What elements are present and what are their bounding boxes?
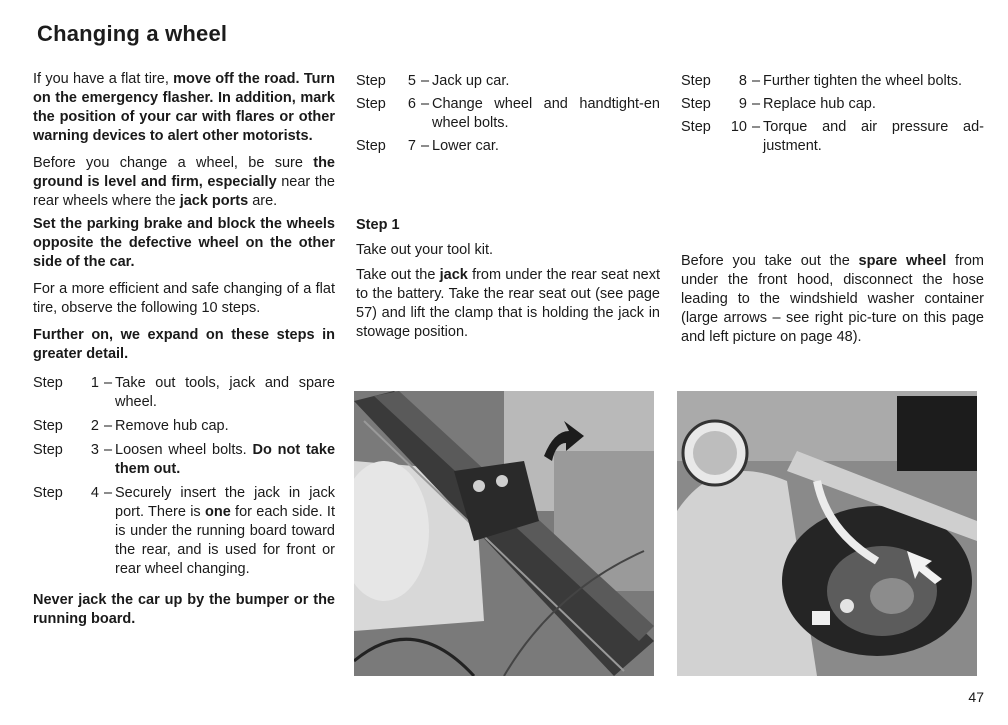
step-number: 3 [90,442,99,458]
step-text: Change wheel and handtight-en wheel bolts. [432,96,660,131]
intro-text: If you have a flat tire, [33,71,174,87]
spare-wheel-illustration [677,391,977,676]
ground-text-a: Before you change a wheel, be sure [33,155,314,171]
step-label: Step [356,96,386,112]
step-text: Further tighten the wheel bolts. [763,73,963,89]
step-text: Torque and air pressure ad-justment. [763,119,984,154]
intro-bold: move off the road. Turn on the emergency flasher. In addition, mark the position of your car with flares or other warning devices to alert other motorists. [33,71,335,144]
step-label: Step [33,418,63,434]
expand-paragraph [33,326,335,364]
step-label: Step [681,119,711,135]
step-2 [33,417,335,436]
step-dash: – [751,119,761,135]
step-text-bold: one [204,504,231,520]
step-dash: – [420,73,430,89]
ground-paragraph [33,154,335,211]
step-dash: – [103,375,113,391]
spare-wheel-photo [677,391,977,676]
jack-text-a: Take out the [356,267,440,283]
step-text-plain: Securely insert the jack in jack port. There is [115,485,335,520]
step-number: 4 [90,485,99,501]
step-text: Jack up car. [432,73,510,89]
intro-paragraph [33,70,335,146]
right-column [681,72,984,355]
step-number: 1 [90,375,99,391]
step-number: 6 [407,96,416,112]
page-title: Changing a wheel [37,21,228,46]
ground-text-e: are. [248,193,278,209]
step-text-bold: Do not take them out. [115,442,336,477]
step-7 [356,137,660,156]
warning-bold: Never jack the car up by the bumper or the running board. [33,592,335,627]
step-6 [356,95,660,133]
parking-brake-paragraph [33,215,335,272]
step-label: Step [33,375,63,391]
step-dash: – [103,485,113,501]
step-10 [681,118,984,156]
expand-bold: Further on, we expand on these steps in greater detail. [33,327,335,362]
step-dash: – [103,418,113,434]
efficiency-text: For a more efficient and safe changing of a flat tire, observe the following 10 steps. [33,281,335,316]
parking-brake-bold: Set the parking brake and block the wheels opposite the defective wheel on the other side of the car. [33,216,335,270]
step-8 [681,72,984,91]
step-text: Take out tools, jack and spare wheel. [115,375,335,410]
step-dash: – [751,96,761,112]
step-number: 8 [738,73,747,89]
step-dash: – [420,96,430,112]
step-9 [681,95,984,114]
jack-bold: jack [439,267,468,283]
step-label: Step [33,485,63,501]
spare-wheel-bold: spare wheel [858,253,947,269]
step-label: Step [681,96,711,112]
step-dash: – [751,73,761,89]
step-number: 5 [407,73,416,89]
step-label: Step [33,442,63,458]
step-label: Step [681,73,711,89]
spare-wheel-text-a: Before you take out the [681,253,859,269]
step-number: 9 [738,96,747,112]
jack-stowage-photo [354,391,654,676]
step-number: 10 [730,119,747,135]
spare-wheel-text-c: from under the front hood, disconnect the hose leading to the windshield washer container (large arrows – see right pic-ture on this page and left picture on page 48). [681,253,985,345]
step-1-heading: Step 1 [356,217,400,233]
step-number: 7 [407,138,416,154]
step-number: 2 [90,418,99,434]
step-dash: – [420,138,430,154]
step-text: Lower car. [432,138,499,154]
step-1 [33,374,335,412]
jack-ports-bold: jack ports [179,193,249,209]
step-text-plain: Loosen wheel bolts. [115,442,253,458]
step-dash: – [103,442,113,458]
middle-column [356,72,660,350]
jack-paragraph [356,266,660,342]
step-text [115,484,335,579]
page-number: 47 [968,689,984,705]
efficiency-paragraph [33,280,335,318]
warning-paragraph [33,591,335,629]
spare-wheel-paragraph [681,252,984,347]
step-3 [33,441,335,479]
step-text-plain-2: for each side. It is under the running board toward the rear, and is used for front or rear wheel changing. [115,504,335,577]
step-text [115,441,335,479]
jack-text-c: from under the rear seat next to the battery. Take the rear seat out (see page 57) and lift the clamp that is holding the jack in stowage position. [356,267,661,340]
step-5 [356,72,660,91]
tool-kit-paragraph [356,241,660,260]
tool-kit-text: Take out your tool kit. [356,242,494,258]
ground-text-c: near the rear wheels where the [33,174,335,209]
jack-stowage-illustration [354,391,654,676]
step-label: Step [356,138,386,154]
step-text: Replace hub cap. [763,96,876,112]
step-label: Step [356,73,386,89]
left-column [33,70,335,637]
step-4 [33,484,335,579]
step-text: Remove hub cap. [115,418,229,434]
ground-bold: the ground is level and firm, especially [33,155,335,190]
